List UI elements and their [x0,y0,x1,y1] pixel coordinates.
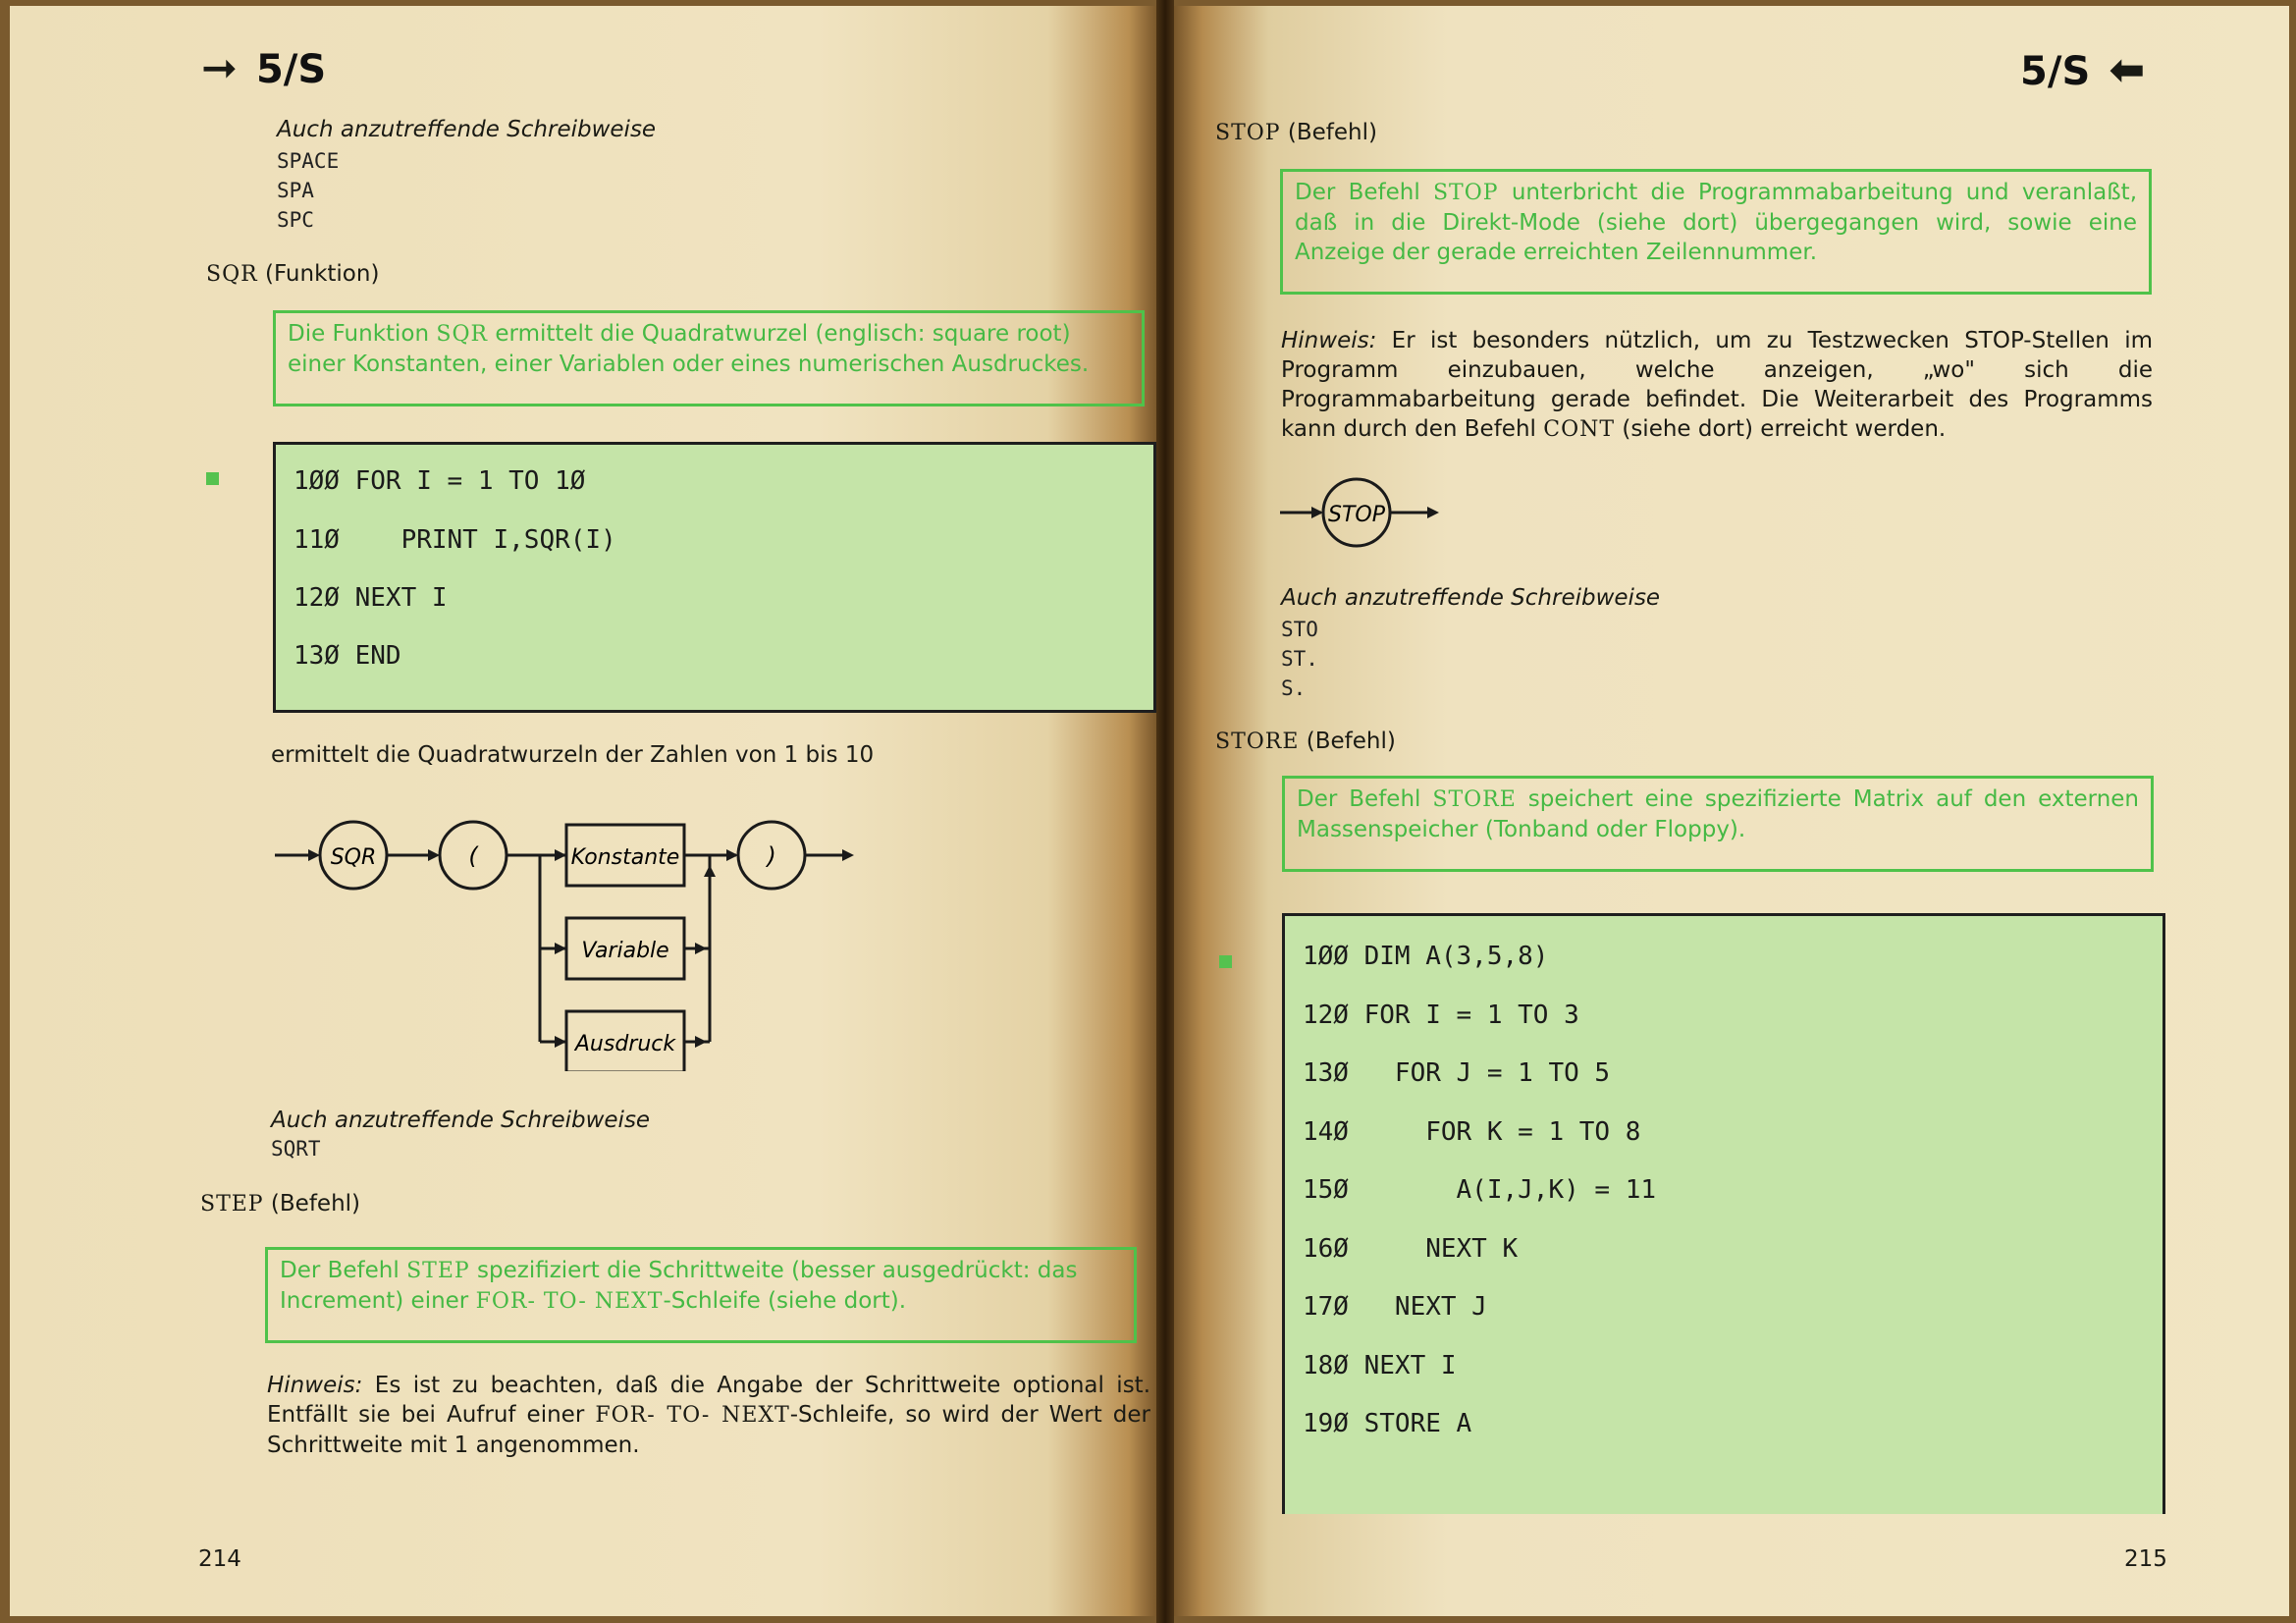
page-number: 215 [2124,1546,2167,1572]
section-header: 5/S [2020,49,2091,94]
term-stop [1215,118,1377,148]
alt-form: STO [1281,618,1318,641]
code-line: 13Ø END [294,641,401,671]
alt-form: SPACE [277,149,340,173]
term-sqr [206,259,379,290]
alt-form: S. [1281,676,1307,700]
definition-text: -Schleife (siehe dort). [663,1288,907,1314]
code-caption: ermittelt die Quadratwurzeln der Zahlen von 1 bis 10 [271,742,875,768]
term-keyword: SQR [206,262,258,287]
code-line: 1ØØ FOR I = 1 TO 1Ø [294,466,586,496]
code-line: 17Ø NEXT J [1303,1292,1487,1322]
syntax-diagram-stop [1276,475,1472,554]
hint-text: Es ist zu beachten, daß die Angabe der Schrittweite optional ist. Entfällt sie bei Aufruf einer [267,1373,1151,1428]
definition-keyword: STOP [1432,181,1499,205]
alt-spelling-list [277,146,339,235]
term-keyword: STOP [1215,121,1281,145]
term-step [200,1189,360,1219]
hint-label: Hinweis: [267,1373,363,1398]
header-left [201,43,326,93]
definition-text: Die Funktion [288,321,430,347]
alt-form: SQRT [271,1137,321,1161]
term-kind: (Befehl) [270,1191,361,1217]
definition-keyword: FOR- TO- NEXT [475,1289,664,1314]
example-marker [1219,955,1232,968]
definition-text: unterbricht die Programmabarbeitung und veranlaßt, daß in die Direkt-Mode (siehe dort) übergegangen wird, sowie eine Anzeige der gerade erreichten Zeilennummer. [1295,180,2138,265]
definition-box-sqr [273,310,1145,406]
diagram-node-constant: Konstante [570,845,680,870]
definition-box-stop [1280,169,2152,295]
definition-text: ermittelt die Quadratwurzel (englisch: square root) einer Konstanten, einer Variablen oder eines numerischen Ausdruckes. [288,321,1090,377]
alt-spelling-label: Auch anzutreffende Schreibweise [277,117,657,142]
code-line: 13Ø FOR J = 1 TO 5 [1303,1058,1611,1088]
section-header: 5/S [255,47,327,92]
page-number: 214 [198,1546,241,1572]
diagram-node-close-paren: ) [767,842,776,870]
syntax-diagram-sqr [265,806,874,1071]
term-keyword: STORE [1215,730,1300,754]
code-line: 18Ø NEXT I [1303,1351,1457,1380]
header-right [2020,45,2145,95]
code-line: 19Ø STORE A [1303,1409,1472,1438]
diagram-node-variable: Variable [581,939,669,963]
hint-text: -Schleife, so wird der Wert der Schrittweite mit 1 angenommen. [267,1402,1150,1458]
definition-text: Der Befehl [1295,180,1420,205]
hint-paragraph [267,1371,1150,1460]
diagram-node-expression: Ausdruck [574,1032,676,1056]
code-line: 16Ø NEXT K [1303,1234,1519,1264]
book-gutter [1156,0,1174,1623]
definition-text: Der Befehl [280,1258,400,1283]
term-store [1215,727,1396,757]
term-kind: (Funktion) [264,261,380,287]
code-line: 15Ø A(I,J,K) = 11 [1303,1175,1657,1205]
alt-spelling-list [1281,615,1318,703]
diagram-node-sqr: SQR [330,845,377,870]
example-marker [206,472,219,485]
term-kind: (Befehl) [1287,120,1377,145]
hint-text: Er ist besonders nützlich, um zu Testzwecken STOP-Stellen im Programm einzubauen, welche anzeigen, „wo" sich die Programmabarbeitung gerade befindet. Die Weiterarbeit des Programms kann durch den Befehl [1281,328,2153,442]
code-listing-store [1282,913,2165,1514]
definition-text: spezifiziert die Schrittweite (besser ausgedrückt: das Increment) einer [280,1258,1078,1314]
diagram-node-open-paren: ( [468,842,478,870]
definition-keyword: STEP [406,1259,470,1283]
definition-box-step [265,1247,1137,1343]
code-line: 12Ø NEXT I [294,583,448,613]
code-line: 12Ø FOR I = 1 TO 3 [1303,1001,1579,1030]
hint-text: (siehe dort) erreicht werden. [1622,416,1947,442]
hint-paragraph [1281,326,2153,445]
left-arrow-icon: ⬅ [2109,45,2146,95]
code-line: 14Ø FOR K = 1 TO 8 [1303,1117,1641,1147]
term-keyword: STEP [200,1192,264,1217]
term-kind: (Befehl) [1306,729,1396,754]
alt-form: SPA [277,179,314,202]
hint-keyword: CONT [1543,417,1616,442]
hint-label: Hinweis: [1281,328,1377,353]
definition-keyword: STORE [1432,787,1517,812]
alt-form: SPC [277,208,314,232]
definition-box-store [1282,776,2154,872]
diagram-node-stop: STOP [1328,503,1385,527]
code-line: 11Ø PRINT I,SQR(I) [294,525,616,555]
right-arrow-icon: ➞ [201,43,238,93]
code-line: 1ØØ DIM A(3,5,8) [1303,942,1549,971]
left-page [10,6,1163,1616]
right-page [1168,6,2289,1616]
hint-keyword: FOR- TO- NEXT [595,1403,790,1428]
alt-spelling-label: Auch anzutreffende Schreibweise [271,1108,651,1133]
definition-keyword: SQR [436,322,489,347]
code-listing-sqr [273,442,1156,713]
definition-text: speichert eine spezifizierte Matrix auf den externen Massenspeicher (Tonband oder Floppy). [1297,786,2139,842]
alt-form: ST. [1281,647,1318,671]
definition-text: Der Befehl [1297,786,1421,812]
alt-spelling-label: Auch anzutreffende Schreibweise [1281,585,1661,611]
